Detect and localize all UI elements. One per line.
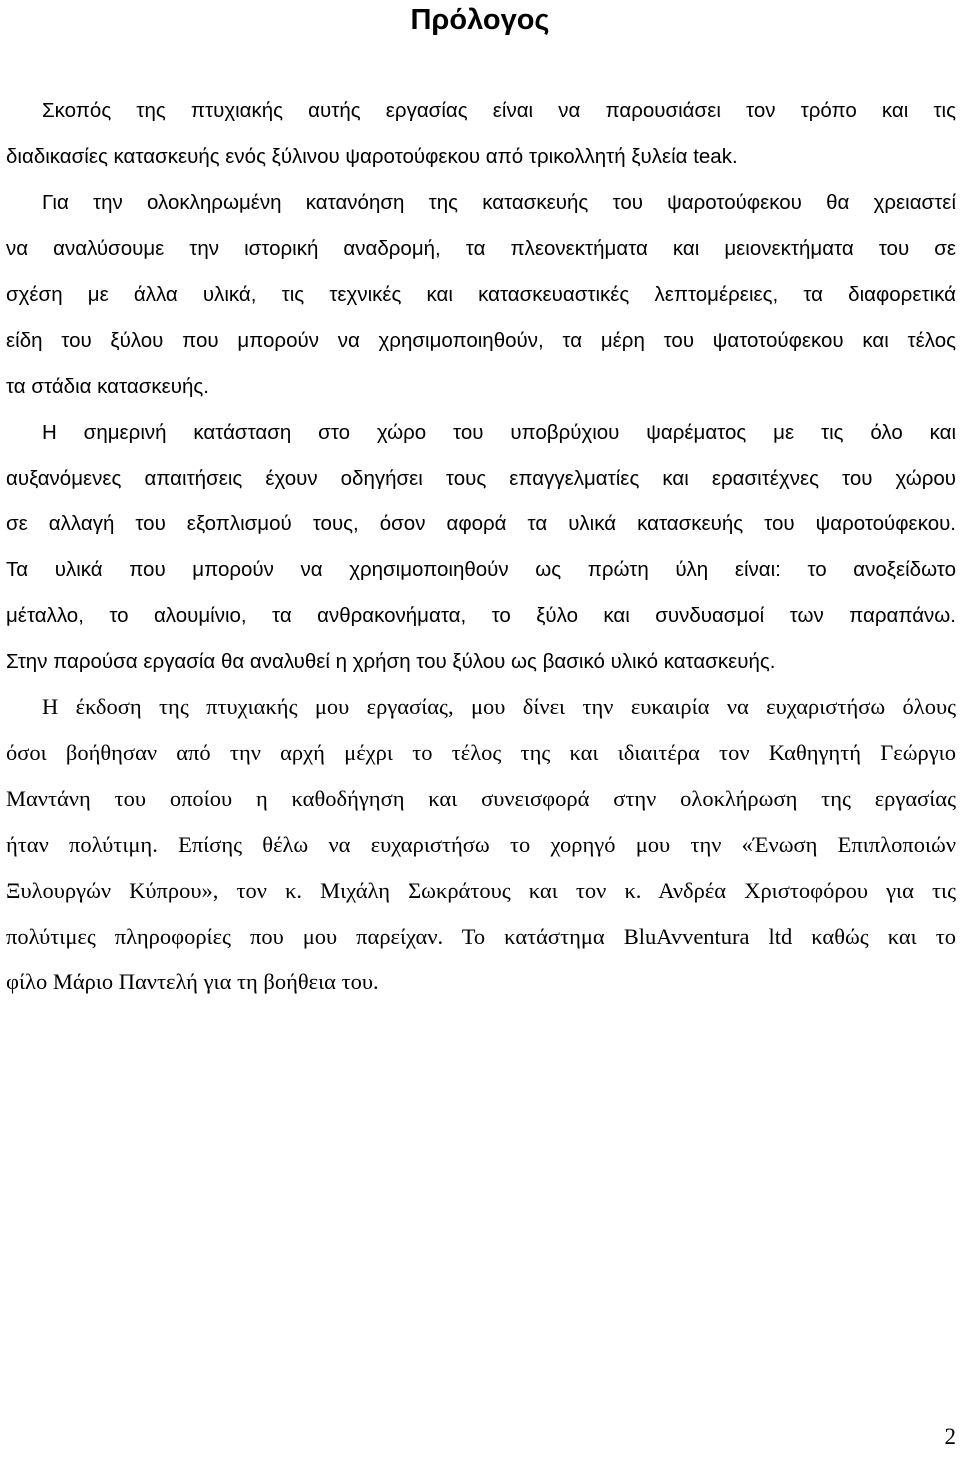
paragraph-line: Σκοπός της πτυχιακής αυτής εργασίας είναι να παρουσιάσει τον τρόπο και τις (42, 99, 956, 122)
paragraph-line: να αναλύσουμε την ιστορική αναδρομή, τα πλεονεκτήματα και μειονεκτήματα του σε (6, 237, 956, 260)
paragraph-line: όσοι βοήθησαν από την αρχή μέχρι το τέλος της και ιδιαιτέρα τον Καθηγητή Γεώργιο (6, 740, 956, 765)
paragraph-line: σχέση με άλλα υλικά, τις τεχνικές και κατασκευαστικές λεπτομέρειες, τα διαφορετικά (6, 283, 956, 306)
paragraph-line: πολύτιμες πληροφορίες που μου παρείχαν. Το κατάστημα BluAvventura ltd καθώς και το (6, 924, 956, 949)
paragraph-line: Η έκδοση της πτυχιακής μου εργασίας, μου δίνει την ευκαιρία να ευχαριστήσω όλους (42, 694, 956, 719)
paragraph-line: Ξυλουργών Κύπρου», τον κ. Μιχάλη Σωκράτους και τον κ. Ανδρέα Χριστοφόρου για τις (6, 878, 956, 903)
paragraph-line: φίλο Μάριο Παντελή για τη βοήθεια του. (6, 969, 379, 994)
paragraph-line: Μαντάνη του οποίου η καθοδήγηση και συνεισφορά στην ολοκλήρωση της εργασίας (6, 786, 956, 811)
paragraph-line: τα στάδια κατασκευής. (6, 375, 209, 398)
paragraph-line: Στην παρούσα εργασία θα αναλυθεί η χρήση του ξύλου ως βασικό υλικό κατασκευής. (6, 650, 776, 673)
paragraph-line: αυξανόμενες απαιτήσεις έχουν οδηγήσει τους επαγγελματίες και ερασιτέχνες του χώρου (6, 467, 956, 490)
paragraph-line: σε αλλαγή του εξοπλισμού τους, όσον αφορά τα υλικά κατασκευής του ψαροτούφεκου. (6, 512, 956, 535)
paragraph-line: Η σημερινή κατάσταση στο χώρο του υποβρύχιου ψαρέματος με τις όλο και (42, 421, 956, 444)
page-title: Πρόλογος (410, 4, 550, 36)
paragraph-line: είδη του ξύλου που μπορούν να χρησιμοποιηθούν, τα μέρη του ψατοτούφεκου και τέλος (6, 329, 956, 352)
paragraph-line: Τα υλικά που μπορούν να χρησιμοποιηθούν ως πρώτη ύλη είναι: το ανοξείδωτο (6, 558, 956, 581)
paragraph-line: μέταλλο, το αλουμίνιο, τα ανθρακονήματα, το ξύλο και συνδυασμοί των παραπάνω. (6, 604, 956, 627)
paragraph-line: ήταν πολύτιμη. Επίσης θέλω να ευχαριστήσω το χορηγό μου την «Ένωση Επιπλοποιών (6, 832, 956, 857)
paragraph-line: Για την ολοκληρωμένη κατανόηση της κατασκευής του ψαροτούφεκου θα χρειαστεί (42, 191, 956, 214)
paragraph-line: διαδικασίες κατασκευής ενός ξύλινου ψαροτούφεκου από τρικολλητή ξυλεία teak. (6, 145, 738, 168)
page-number: 2 (944, 1424, 956, 1449)
